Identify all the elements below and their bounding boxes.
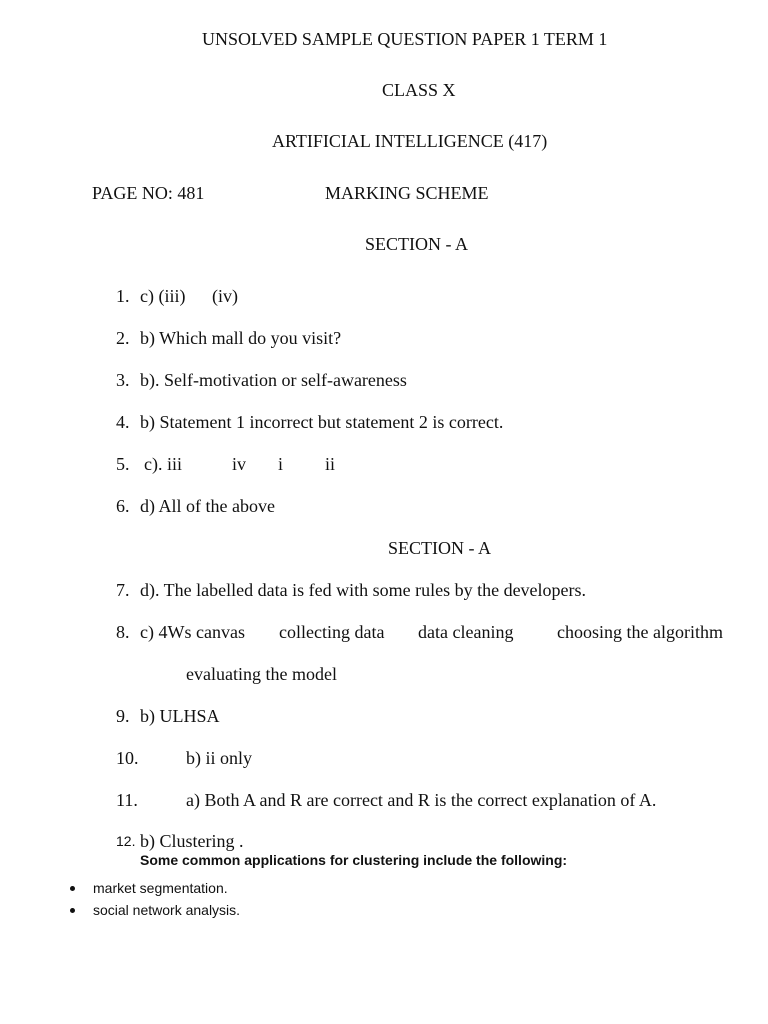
page-number: PAGE NO: 481 (92, 183, 205, 203)
section-heading: SECTION - A (365, 234, 468, 254)
bullet-icon (70, 908, 75, 913)
answer-text: b) ULHSA (140, 706, 220, 726)
answer-number: 7. (116, 580, 130, 600)
answer-text-extra: data cleaning (418, 622, 514, 642)
answer-number: 12. (116, 833, 136, 849)
answer-text-extra: ii (325, 454, 336, 474)
section-heading: SECTION - A (388, 538, 491, 558)
answer-text: c). iii (144, 454, 182, 474)
answer-number: 3. (116, 370, 130, 390)
answer-number: 2. (116, 328, 130, 348)
answer-text: c) (iii) (140, 286, 186, 306)
answer-continuation: evaluating the model (186, 664, 337, 684)
answer-text: b) Clustering . (140, 831, 244, 851)
class-heading: CLASS X (382, 80, 456, 100)
answer-number: 10. (116, 748, 139, 768)
subject-heading: ARTIFICIAL INTELLIGENCE (417) (272, 131, 548, 151)
answer-number: 4. (116, 412, 130, 432)
answer-text-extra: choosing the algorithm (557, 622, 723, 642)
answer-text-extra: i (278, 454, 284, 474)
answer-text: b). Self-motivation or self-awareness (140, 370, 407, 390)
answer-text-extra: (iv) (212, 286, 238, 306)
answer-text: b) Statement 1 incorrect but statement 2 is correct. (140, 412, 504, 432)
answer-text: b) ii only (186, 748, 252, 768)
answer-number: 8. (116, 622, 130, 642)
bullet-icon (70, 886, 75, 891)
answer-number: 1. (116, 286, 130, 306)
answer-number: 11. (116, 790, 138, 810)
list-item: market segmentation. (93, 880, 228, 896)
answer-text: b) Which mall do you visit? (140, 328, 342, 348)
answer-text: c) 4Ws canvas (140, 622, 245, 642)
answer-text: a) Both A and R are correct and R is the correct explanation of A. (186, 790, 657, 810)
answer-text: d) All of the above (140, 496, 275, 516)
answer-number: 6. (116, 496, 130, 516)
answer-number: 9. (116, 706, 130, 726)
answer-number: 5. (116, 454, 130, 474)
clustering-heading: Some common applications for clustering include the following: (140, 852, 568, 868)
answer-text-extra: iv (232, 454, 247, 474)
marking-scheme-heading: MARKING SCHEME (325, 183, 489, 203)
paper-title: UNSOLVED SAMPLE QUESTION PAPER 1 TERM 1 (202, 29, 608, 49)
list-item: social network analysis. (93, 902, 241, 918)
answer-text-extra: collecting data (279, 622, 385, 642)
answer-text: d). The labelled data is fed with some rules by the developers. (140, 580, 587, 600)
